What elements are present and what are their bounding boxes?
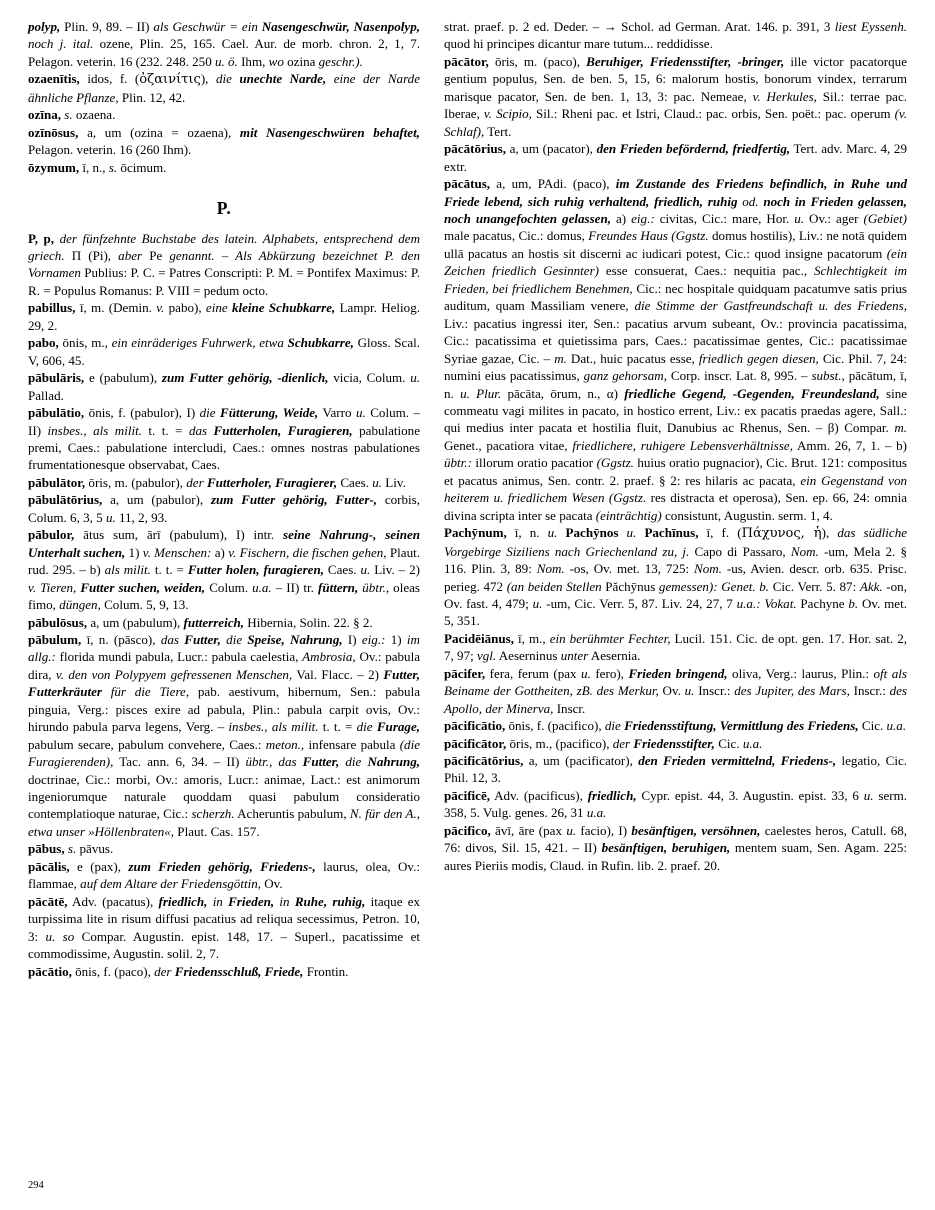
entry-body: ī, m., ein berühmter Fechter, Lucil. 151. Cic. de opt. gen. 17. Hor. sat. 2, 7, 97; vgl. Aeserninus unter Aesernia. <box>444 630 908 664</box>
entry-headword: pabo, <box>28 335 59 351</box>
entry-headword: pācificātor, <box>444 735 507 751</box>
dictionary-entry <box>28 491 420 526</box>
dictionary-entry <box>444 787 907 822</box>
right-column <box>444 18 907 1163</box>
entry-headword: ozīnōsus, <box>28 124 79 140</box>
left-entries-before-heading <box>28 70 420 176</box>
entry-body: a, um (pacificator), den Frieden vermittelnd, Friedens-, legatio, Cic. Phil. 12, 3. <box>444 753 908 786</box>
entry-body: a, um (pabulor), zum Futter gehörig, Futter-, corbis, Colum. 6, 3, 5 u. 11, 2, 93. <box>28 492 420 525</box>
entry-headword: P, p, <box>28 230 55 246</box>
entry-body: ōris, m. (paco), Beruhiger, Friedensstifter, -bringer, ille victor pacatorque gentium populus, Sen. de ben. 5, 15, 6: malorum hostis, bonorum vindex, terrarum marisque pacator, Sen. de ben. 1, 13, 3: pac. Nemeae, v. Herkules, Sil.: terrae pac. Iberae, v. Scipio, Sil.: Rheni pac. et Istri, Claud.: pac. orbis, Sen. poët.: pac. operum (v. Schlaf), Tert. <box>444 53 908 139</box>
dictionary-entry <box>28 106 420 123</box>
entry-headword: ōzymum, <box>28 159 80 175</box>
dictionary-entry <box>28 299 420 334</box>
entry-body: strat. praef. p. 2 ed. Deder. – → Schol. ad German. Arat. 146. p. 391, 3 liest Eyssenh. quod hi principes dicantur mare tutum... reddidisse. <box>444 19 907 52</box>
dictionary-entry <box>28 963 420 980</box>
entry-headword: pācālis, <box>28 858 70 874</box>
dictionary-entry <box>444 717 907 734</box>
entry-headword: pabillus, <box>28 300 76 316</box>
letter-heading: P. <box>216 198 232 219</box>
entry-headword: pācifico, <box>444 822 491 838</box>
entry-body: a, um (pabulum), futterreich, Hibernia, Solin. 22. § 2. <box>87 614 373 630</box>
dictionary-entry <box>28 124 420 159</box>
entry-body: ōnis, m., ein einräderiges Fuhrwerk, etwa Schubkarre, Gloss. Scal. V, 606, 45. <box>28 335 421 368</box>
entry-headword: pācificē, <box>444 787 491 803</box>
dictionary-entry <box>28 631 420 840</box>
entry-body: ōris, m. (pabulor), der Futterholer, Furagierer, Caes. u. Liv. <box>85 474 406 490</box>
dictionary-entry <box>28 334 420 369</box>
dictionary-entry <box>444 175 907 524</box>
entry-body: ī, m. (Demin. v. pabo), eine kleine Schubkarre, Lampr. Heliog. 29, 2. <box>28 300 420 333</box>
entry-headword: pācātus, <box>444 176 491 192</box>
entry-body: ōris, m., (pacifico), der Friedensstifter, Cic. u.a. <box>506 735 763 751</box>
dictionary-entry <box>444 630 907 665</box>
dictionary-entry <box>28 614 420 631</box>
entry-headword: pābulātio, <box>28 405 85 421</box>
two-column-body <box>28 18 907 1163</box>
entry-body: Plin. 9, 89. – II) als Geschwür = ein Nasengeschwür, Nasenpolyp, noch j. ital. ozene, Plin. 25, 165. Cael. Aur. de morb. chron. 2, 1, 7. Pelagon. veterin. 16 (232. 248. 250 u. ö. Ihm, wo ozina geschr.). <box>28 19 421 69</box>
dictionary-entry <box>444 822 907 874</box>
entry-body: ōnis, f. (pabulor), I) die Fütterung, Weide, Varro u. Colum. – II) insbes., als milit. t. t. = das Futterholen, Furagieren, pabulatione premi, Caes.: pabulatione intercludi, Caes.: omnes nostras pabulationes frumentationesque observabat, Caes. <box>28 405 420 473</box>
dictionary-entry <box>28 70 420 106</box>
dictionary-entry <box>28 840 420 857</box>
entry-body: s. pāvus. <box>67 841 114 857</box>
entry-body: ī, n. (pāsco), das Futter, die Speise, Nahrung, I) eig.: 1) im allg.: florida mundi pabula, Lucr.: pabula caelestia, Ambrosia, Ov.: pabula dira, v. den von Polypyem gefressenen Menschen, Val. Flacc. – 2) Futter, Futterkräuter für die Tiere, pab. aestivum, hibernum, Sen.: pabula pinguia, Verg.: pisces exire ad pabula, Plin.: pabula carpit ovis, Ov.: hirundo pabula parva legens, Verg. – insbes., als milit. t. t. = die Furage, pabulum secare, pabulum convehere, Caes.: meton., infensare pabula (die Furagierenden), Tac. ann. 6, 34. – II) übtr., das Futter, die Nahrung, doctrinae, Cic.: morbi, Ov.: amoris, Lucr.: animae, Lact.: est animorum ingeniorumque naturale quoddam quasi pabulum consideratio contemplatioque naturae, Cic.: scherzh. Acheruntis pabulum, N. für den A., etwa unser »Höllenbraten«, Plaut. Cas. 157. <box>28 631 421 839</box>
entry-body: a, um, PAdi. (paco), im Zustande des Friedens befindlich, in Ruhe und Friede lebend, sich ruhig verhaltend, friedlich, ruhig od. noch in Frieden gelassen, noch unangefochten gelassen, a) eig.: civitas, Cic.: mare, Hor. u. Ov.: ager (Gebiet) male pacatus, Cic.: domus, Freundes Haus (Ggstz. domus hostilis), Liv.: ne notā quidem ullā pacatus an hostis sit discerni ac iudicari potest, Cic.: quod insigne pacatorum (ein Zeichen friedlich Gesinnter) esse consuerat, Caes.: nequitia pac., Schlechtigkeit im Frieden, bei friedlichem Benehmen, Cic.: nec hospitale quidquam pacatumve satis prius auditum, quam Massiliam venere, die Stimme der Gastfreundschaft u. des Friedens, Liv.: pacatius ingressi iter, Sen.: pacatius arvum subeant, Ov.: provincia pacatissima, Cic.: pacatissima et quietissima pars, Caes.: pacatissimae gentes, Cic.: pacatissimae Syriae gazae, Cic. – m. Dat., huic pacatus esse, friedlich gegen diesen, Cic. Phil. 7, 24: numini eius pacatissimus, ganz gehorsam, Corp. inscr. Lat. 8, 995. – subst., pācātum, ī, n. u. Plur. pācāta, ōrum, n., α) friedliche Gegend, -Gegenden, Freundesland, sine commeatu vagi milites in pacato, in hostico errent, Liv.: ex pacatis praedas agere, Sall.: qui medius inter pacata et hostilia fluit, Danubius ac Rhenus, Sen. – β) Compar. m. Genet., pacatiora vitae, friedlichere, ruhigere Lebensverhältnisse, Amm. 26, 7, 1. – b) übtr.: illorum oratio pacatior (Ggstz. huius oratio pugnacior), Cic. Brut. 121: compositus et pacatus animus, Sen. contr. 2. praef. § 2: res hilaris ac pacata, ein Gegenstand von heiterem u. friedlichem Wesen (Ggstz. res distracta et operosa), Sen. ep. 66, 24: omnia divina scripta inter se pacata (einträchtig) consistunt, Augustin. serm. 1, 4. <box>444 176 908 523</box>
dictionary-entry <box>28 526 420 613</box>
left-entries-after-heading <box>28 230 420 980</box>
entry-headword: Pachȳnum, <box>444 525 507 541</box>
entry-body: Adv. (pacatus), friedlich, in Frieden, in Ruhe, ruhig, itaque ex turpissima lite in risum diffusi pacatius ad reliqua secessimus, Petron. 10, 3: u. so Compar. Augustin. epist. 148, 17. – Superl., pacatissime et commodissime, Augustin. solil. 2, 7. <box>28 893 421 962</box>
entry-body: s. ozaena. <box>64 107 116 123</box>
entry-body: e (pabulum), zum Futter gehörig, -dienlich, vicia, Colum. u. Pallad. <box>28 370 420 403</box>
entry-headword: pābulātōrius, <box>28 492 103 508</box>
entry-body: ī, n. u. Pachȳnos u. Pachīnus, ī, f. (Πάχυνος, ἡ), das südliche Vorgebirge Siziliens nach Griechenland zu, j. Capo di Passaro, Nom. -um, Mela 2. § 116. Plin. 3, 89: Nom. -os, Ov. met. 13, 725: Nom. -us, Avien. descr. orb. 635. Prisc. perieg. 472 (an beiden Stellen Păchȳnus gemessen): Genet. b. Cic. Verr. 5. 87: Akk. -on, Ov. fast. 4, 479; u. -um, Cic. Verr. 5, 87. Liv. 24, 27, 7 u.a.: Vokat. Pachyne b. Ov. met. 5, 351. <box>444 525 908 629</box>
entry-headword: pācificātōrius, <box>444 753 524 769</box>
entry-body: e (pax), zum Frieden gehörig, Friedens-, laurus, olea, Ov.: flammae, auf dem Altare der Friedensgöttin, Ov. <box>28 858 420 892</box>
dictionary-entry <box>444 140 907 175</box>
entry-body: ōnis, f. (paco), der Friedensschluß, Friede, Frontin. <box>71 963 349 979</box>
entry-headword: ozaenītis, <box>28 71 80 87</box>
dictionary-entry <box>444 735 907 752</box>
entry-continuation <box>444 18 907 53</box>
entry-headword: pācifer, <box>444 665 486 681</box>
entry-headword: ozīna, <box>28 107 61 123</box>
entry-body: idos, f. (ὀζαινίτις), die unechte Narde, eine der Narde ähnliche Pflanze, Plin. 12, 42. <box>28 71 420 105</box>
entry-body: a, um (pacator), den Frieden befördernd, friedfertig, Tert. adv. Marc. 4, 29 extr. <box>444 141 907 174</box>
entry-body: āvī, āre (pax u. facio), I) besänftigen, versöhnen, caelestes heros, Catull. 68, 76: divos, Sil. 15, 421. – II) besänftigen, beruhigen, mentem suam, Sen. Agam. 225: aures Pieriis modis, Claud. in Rufin. lib. 2. praef. 20. <box>444 822 908 873</box>
dictionary-entry <box>444 665 907 717</box>
right-entries <box>444 53 907 874</box>
entry-headword: polyp, <box>28 19 61 34</box>
entry-headword: pābulōsus, <box>28 614 88 630</box>
entry-body: ōnis, f. (pacifico), die Friedensstiftung, Vermittlung des Friedens, Cic. u.a. <box>505 718 907 734</box>
entry-body: Adv. (pacificus), friedlich, Cypr. epist. 44, 3. Augustin. epist. 33, 6 u. serm. 358, 5. Vulg. genes. 26, 31 u.a. <box>444 787 907 821</box>
dictionary-entry <box>444 53 907 140</box>
page-number: 294 <box>28 1180 44 1191</box>
dictionary-entry <box>28 159 420 176</box>
dictionary-entry <box>444 752 907 787</box>
dictionary-entry <box>28 893 420 963</box>
left-column <box>28 18 420 1163</box>
dictionary-entry <box>28 404 420 474</box>
dictionary-entry <box>28 474 420 491</box>
entry-headword: Pacidēiānus, <box>444 630 514 646</box>
entry-body: fera, ferum (pax u. fero), Frieden bringend, oliva, Verg.: laurus, Plin.: oft als Beiname der Gottheiten, zB. des Merkur, Ov. u. Inscr.: des Jupiter, des Mars, Inscr.: des Apollo, der Minerva, Inscr. <box>444 665 908 716</box>
entry-headword: pābulāris, <box>28 370 85 386</box>
entry-body: ī, n., s. ōcimum. <box>79 159 167 175</box>
entry-headword: pācātio, <box>28 963 72 979</box>
entry-headword: pābus, <box>28 841 65 857</box>
entry-headword: pābulum, <box>28 631 82 647</box>
entry-body: der fünfzehnte Buchstabe des latein. Alphabets, entsprechend dem griech. Π (Pi), aber Pe genannt. – Als Abkürzung bezeichnet P. den Vornamen Publius: P. C. = Patres Conscripti: P. M. = Pontifex Maximus: P. R. = Populus Romanus: P. VIII = pedum octo. <box>28 230 420 298</box>
entry-headword: pācātōrius, <box>444 141 506 157</box>
entry-headword: pācātor, <box>444 53 489 69</box>
entry-body: ātus sum, ārī (pabulum), I) intr. seine Nahrung-, seinen Unterhalt suchen, 1) v. Menschen: a) v. Fischern, die fischen gehen, Plaut. rud. 295. – b) als milit. t. t. = Futter holen, furagieren, Caes. u. Liv. – 2) v. Tieren, Futter suchen, weiden, Colum. u.a. – II) tr. füttern, übtr., oleas fimo, düngen, Colum. 5, 9, 13. <box>28 527 420 613</box>
entry-headword: pācātē, <box>28 893 68 909</box>
dictionary-entry <box>28 858 420 893</box>
dictionary-entry <box>28 230 420 300</box>
entry-headword: pācificātio, <box>444 718 506 734</box>
dictionary-entry <box>444 524 907 630</box>
dictionary-entry <box>28 369 420 404</box>
entry-body: a, um (ozina = ozaena), mit Nasengeschwüren behaftet, Pelagon. veterin. 16 (260 Ihm). <box>28 124 420 158</box>
entry-headword: pābulor, <box>28 527 75 543</box>
entry-headword: pābulātor, <box>28 474 86 490</box>
entry-continuation <box>28 18 420 70</box>
